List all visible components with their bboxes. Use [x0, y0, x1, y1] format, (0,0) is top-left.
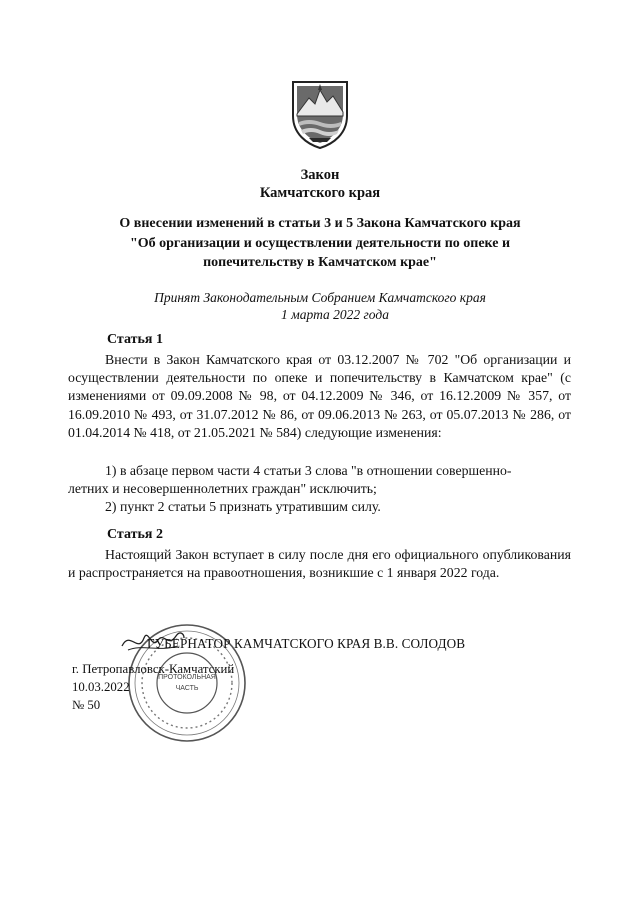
issue-date: 10.03.2022: [72, 680, 130, 694]
article-2-body: Настоящий Закон вступает в силу после дня его официального опубликования и распространяется на правоотношения, возникшие с 1 января 2022 года.: [68, 547, 571, 581]
governor-signature-line: ГУБЕРНАТОР КАМЧАТСКОГО КРАЯ В.В. СОЛОДОВ: [147, 636, 466, 651]
adoption-note: [120, 289, 520, 323]
doc-type-title: Закон: [300, 167, 340, 183]
article-1-body: Внести в Закон Камчатского края от 03.12.2007 № 702 "Об организации и осуществлении деятельности по опеке и попечительству в Камчатском крае" (с изменениями от 09.09.2008 № 98, от 04.12.2009 № 346, от 16.12.2009 № 357, от 16.09.2010 № 493, от 31.07.2012 № 86, от 09.06.2013 № 263, от 05.07.2013 № 286, от 01.04.2014 № 418, от 21.05.2021 № 584) следующие изменения:: [68, 352, 571, 440]
article-1-heading: Статья 1: [107, 332, 163, 347]
seal-center-line-1: ПРОТОКОЛЬНАЯ: [158, 674, 216, 681]
subject-line-1: О внесении изменений в статьи 3 и 5 Закона Камчатского края: [119, 216, 521, 231]
law-number: № 50: [72, 698, 101, 712]
law-subject: [100, 214, 540, 273]
article-1-item-2: 2) пункт 2 статьи 5 признать утратившим силу.: [105, 499, 381, 514]
article-1-item-1: 1) в абзаце первом части 4 статьи 3 слова "в отношении совершенно-: [105, 463, 512, 478]
adoption-date: 1 марта 2022 года: [281, 307, 389, 322]
coat-of-arms-emblem: [289, 78, 351, 150]
region-title: Камчатского края: [259, 185, 381, 201]
subject-line-3: попечительству в Камчатском крае": [203, 255, 437, 270]
seal-center-line-2: ЧАСТЬ: [175, 685, 199, 692]
adoption-line-1: Принят Законодательным Собранием Камчатского края: [154, 290, 486, 305]
issue-place: г. Петропавловск-Камчатский: [72, 662, 235, 676]
article-2-heading: Статья 2: [107, 527, 163, 542]
subject-line-2: "Об организации и осуществлении деятельности по опеке и: [129, 235, 511, 251]
article-1-item-1-cont: летних и несовершеннолетних граждан" исключить;: [68, 481, 377, 496]
